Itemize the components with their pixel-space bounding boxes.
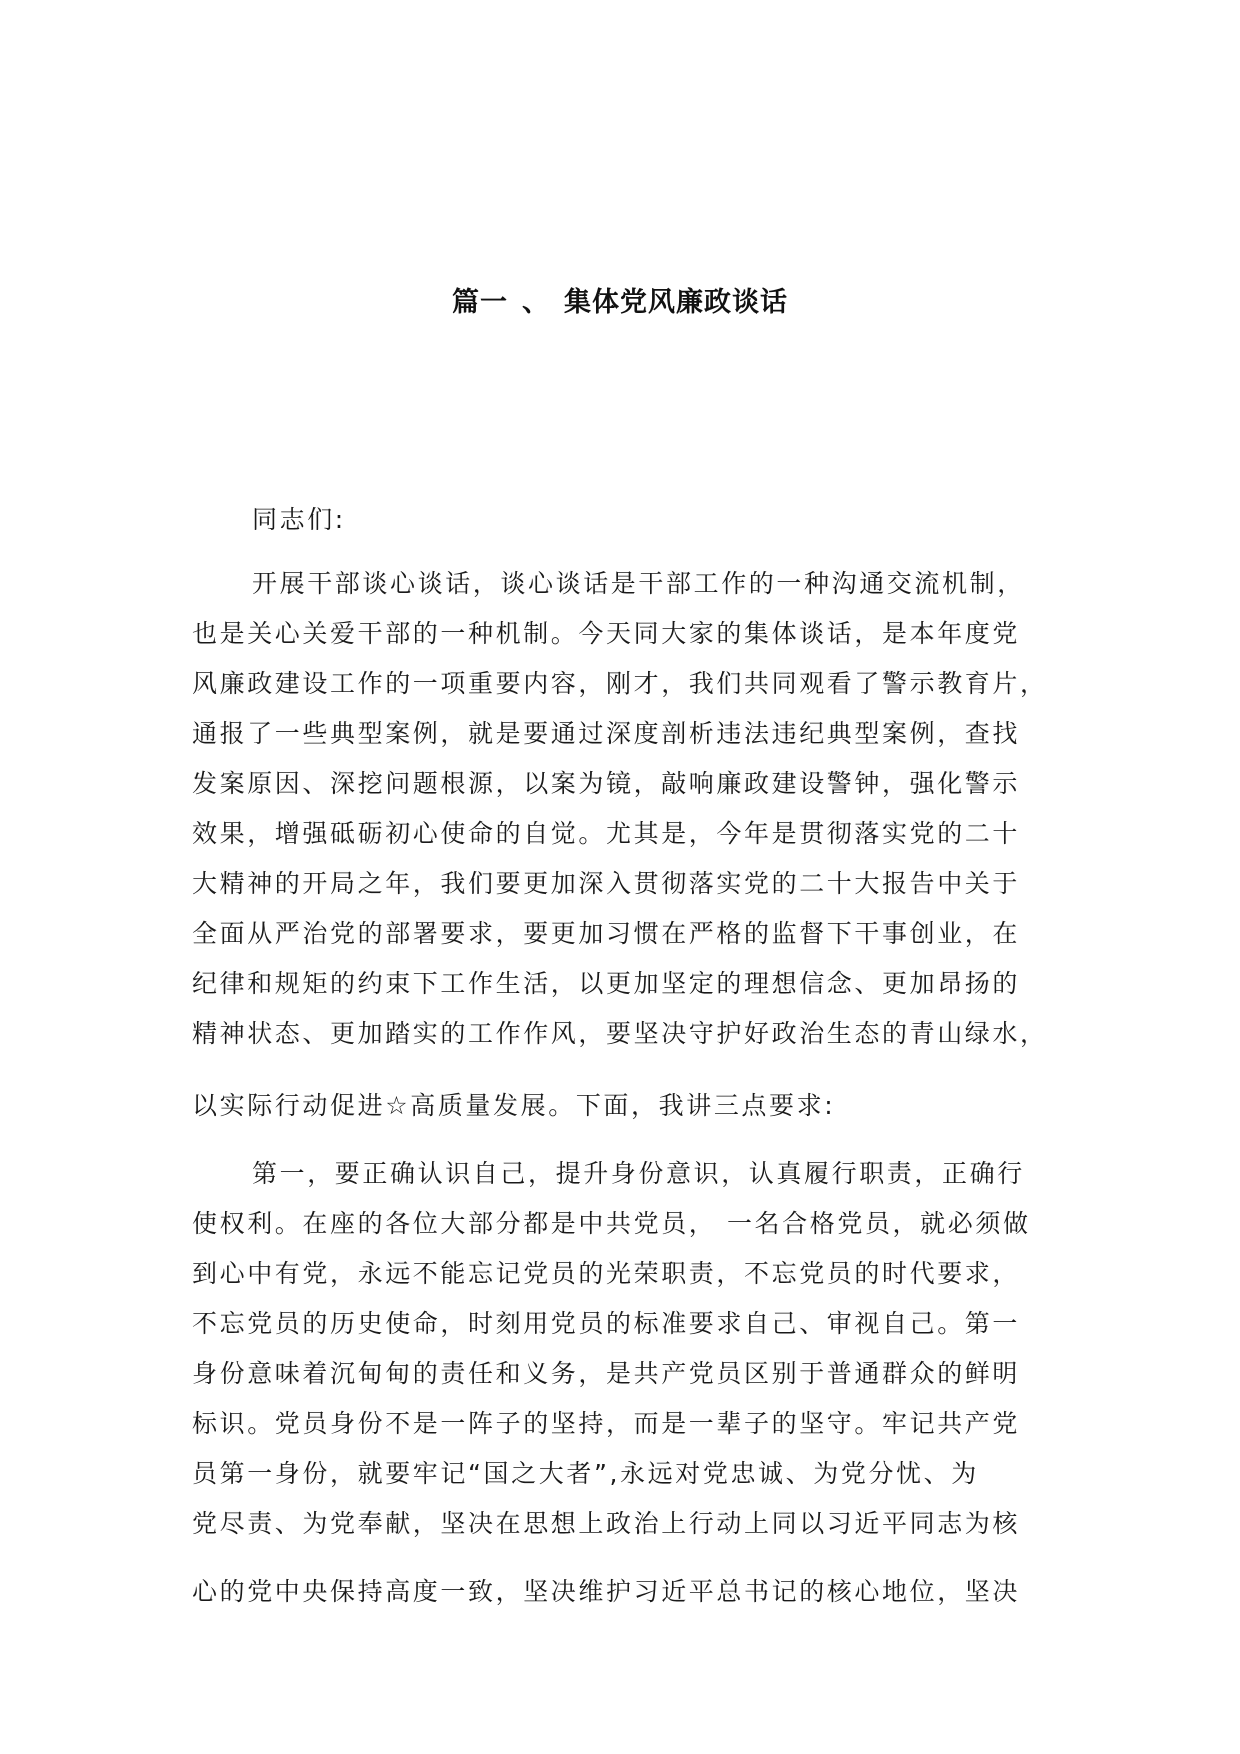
paragraph-line: 全面从严治党的部署要求，要更加习惯在严格的监督下干事创业，在	[192, 919, 1021, 948]
paragraph-line: 通报了一些典型案例，就是要通过深度剖析违法违纪典型案例，查找	[192, 719, 1021, 748]
paragraph-line: 效果，增强砥砺初心使命的自觉。尤其是，今年是贯彻落实党的二十	[192, 819, 1021, 848]
document-title	[0, 283, 1240, 323]
paragraph-line: 第一，要正确认识自己，提升身份意识，认真履行职责，正确行	[252, 1159, 1025, 1188]
salutation: 同志们:	[252, 505, 346, 534]
paragraph-line: 也是关心关爱干部的一种机制。今天同大家的集体谈话，是本年度党	[192, 619, 1021, 648]
paragraph-line: 精神状态、更加踏实的工作作风，要坚决守护好政治生态的青山绿水，	[192, 1019, 1048, 1048]
document-body	[192, 495, 1050, 1617]
paragraph-line: 员第一身份，就要牢记“国之大者”,永远对党忠诚、为党分忧、为	[192, 1459, 979, 1488]
paragraph-line: 身份意味着沉甸甸的责任和义务，是共产党员区别于普通群众的鲜明	[192, 1359, 1021, 1388]
title-separator: 、	[522, 287, 550, 318]
paragraph-line: 不忘党员的历史使命，时刻用党员的标准要求自己、审视自己。第一	[192, 1309, 1021, 1338]
paragraph-line: 开展干部谈心谈话，谈心谈话是干部工作的一种沟通交流机制，	[252, 569, 1025, 598]
paragraph-line: 纪律和规矩的约束下工作生活，以更加坚定的理想信念、更加昂扬的	[192, 969, 1021, 998]
paragraph-line: 发案原因、深挖问题根源，以案为镜，敲响廉政建设警钟，强化警示	[192, 769, 1021, 798]
paragraph-line: 党尽责、为党奉献，坚决在思想上政治上行动上同以习近平同志为核	[192, 1509, 1021, 1538]
paragraph-line: 大精神的开局之年，我们要更加深入贯彻落实党的二十大报告中关于	[192, 869, 1021, 898]
paragraph-line: 使权利。在座的各位大部分都是中共党员， 一名合格党员，就必须做	[192, 1209, 1031, 1238]
paragraph-line: 到心中有党，永远不能忘记党员的光荣职责，不忘党员的时代要求，	[192, 1259, 1021, 1288]
paragraph-line: 心的党中央保持高度一致，坚决维护习近平总书记的核心地位，坚决	[192, 1577, 1021, 1606]
paragraph-line: 标识。党员身份不是一阵子的坚持，而是一辈子的坚守。牢记共产党	[192, 1409, 1021, 1438]
title-subtitle: 集体党风廉政谈话	[564, 287, 788, 318]
paragraph-line: 风廉政建设工作的一项重要内容，刚才，我们共同观看了警示教育片，	[192, 669, 1048, 698]
title-main: 篇一	[452, 287, 508, 318]
paragraph-line: 以实际行动促进☆高质量发展。下面，我讲三点要求:	[192, 1091, 836, 1120]
